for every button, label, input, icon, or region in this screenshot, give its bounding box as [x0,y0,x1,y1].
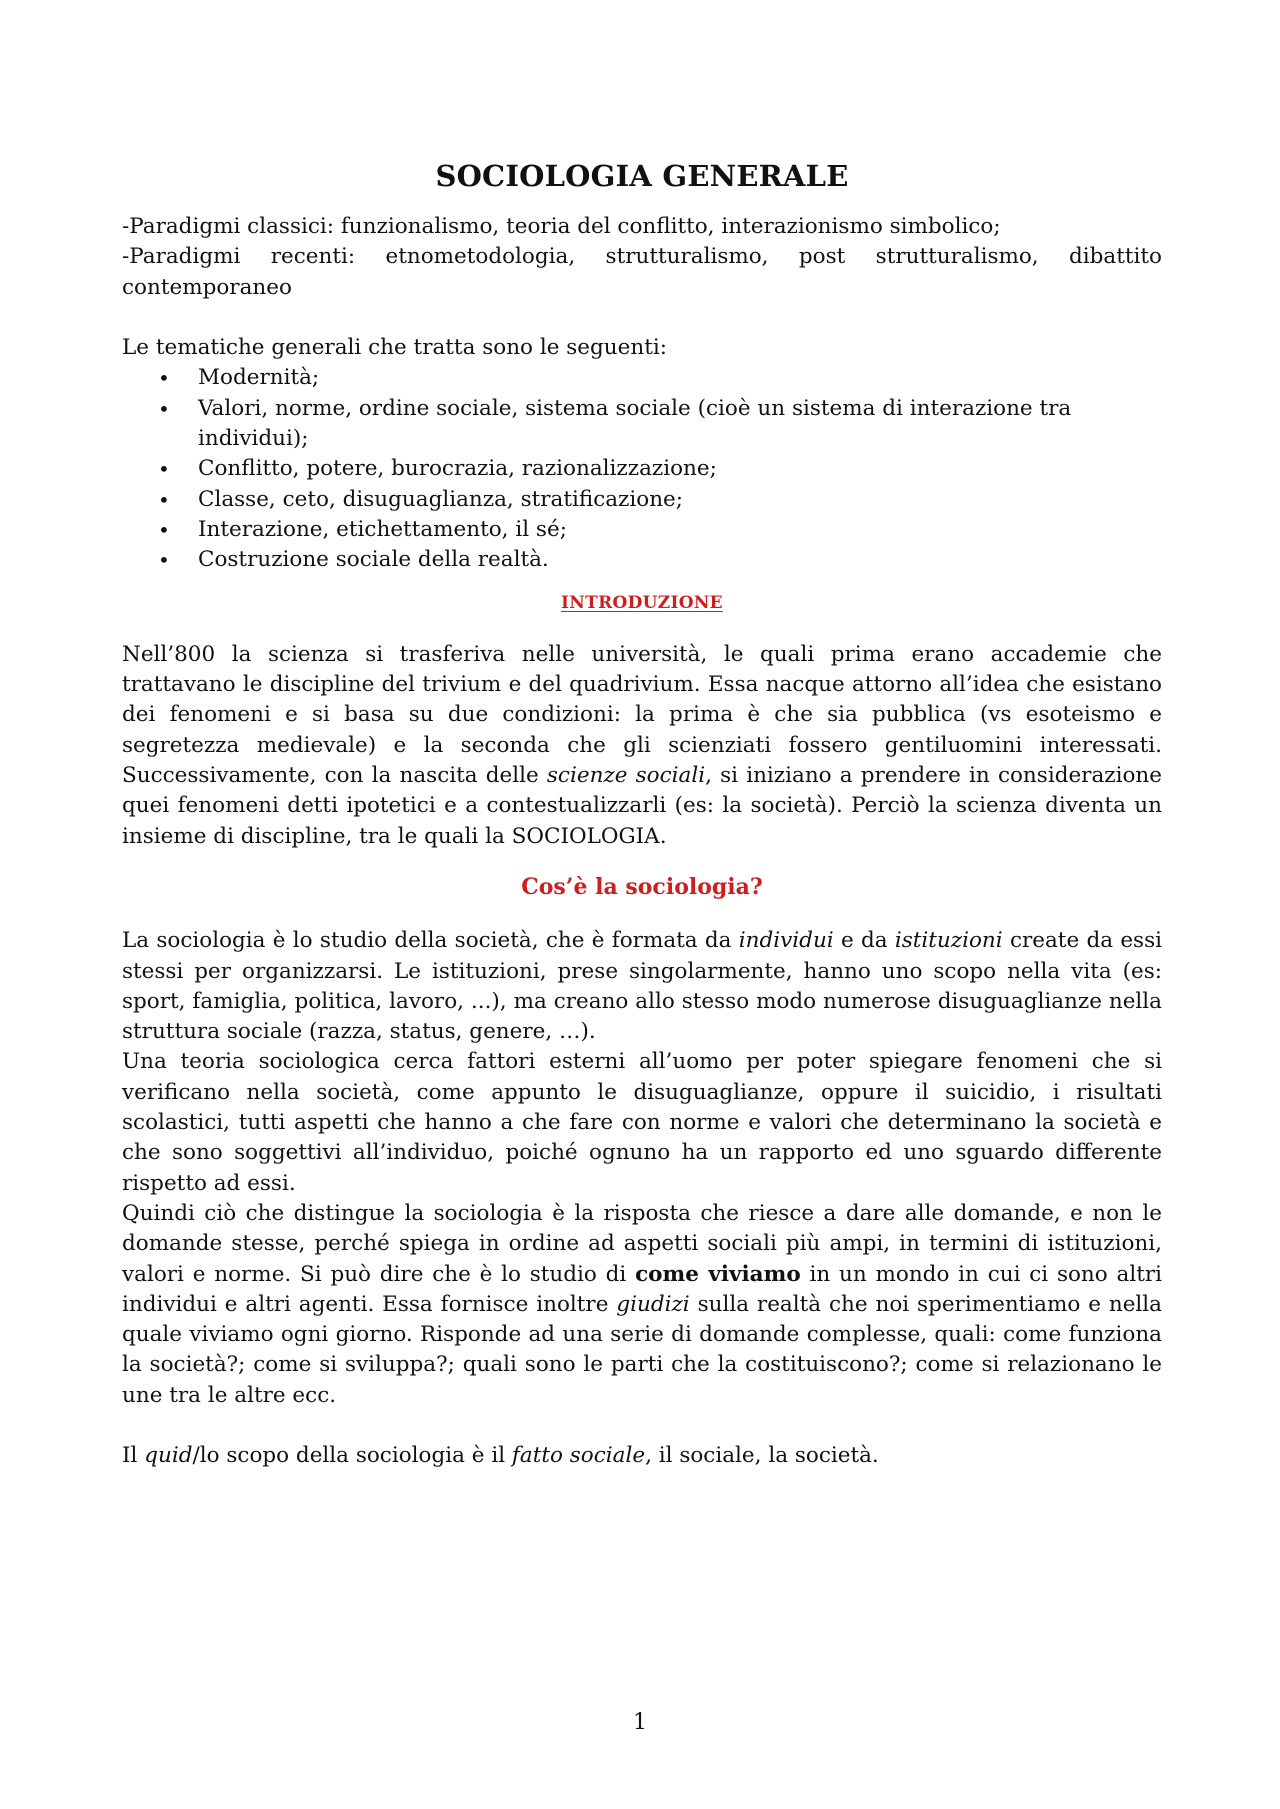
spacer [122,1411,1162,1441]
sociologia-paragraph-3: Quindi ciò che distingue la sociologia è la risposta che riesce a dare alle domande, e non le domande stesse, perché spiega in ordine ad aspetti sociali più ampi, in termini di istituzioni, valori e norme. Si può dire che è lo studio di come viviamo in un mondo in cui ci sono altri individui e altri agenti. Essa fornisce inoltre giudizi sulla realtà che noi sperimentiamo e nella quale viviamo ogni giorno. Risponde ad una serie di domande complesse, quali: come funziona la società?; come si sviluppa?; quali sono le parti che la costituiscono?; come si relazionano le une tra le altre ecc. [122,1200,1163,1408]
bullet-icon: • [158,517,170,542]
bullet-icon: • [158,366,170,391]
topics-intro: Le tematiche generali che tratta sono le seguenti: [122,335,667,361]
introduzione-paragraph: Nell’800 la scienza si trasferiva nelle università, le quali prima erano accademie che trattavano le discipline del trivium e del quadrivium. Essa nacque attorno all’idea che esistano dei fenomeni e si basa su due condizioni: la prima è che sia pubblica (vs esoteismo e segretezza medievale) e la seconda che gli scienziati fossero gentiluomini interessati. Successivamente, con la nascita delle scienze sociali, si iniziano a prendere in considerazione quei fenomeni detti ipotetici e a contestualizzarli (es: la società). Perciò la scienza diventa un insieme di discipline, tra le quali la SOCIOLOGIA. [122,641,1162,849]
section-heading-cose-la-sociologia: Cos’è la sociologia? [521,873,763,900]
bullet-icon: • [158,457,170,482]
topics-list [122,363,1162,575]
list-item: • Costruzione sociale della realtà. [198,545,1162,575]
paradigms-classic: -Paradigmi classici: funzionalismo, teoria del conflitto, interazionismo simbolico; [122,214,1001,239]
list-item: • Classe, ceto, disuguaglianza, stratificazione; [198,485,1162,515]
paradigms-recent: -Paradigmi recenti: etnometodologia, strutturalismo, post strutturalismo, dibattito contemporaneo [122,244,1162,300]
bullet-icon: • [158,396,170,421]
sociologia-paragraph-2: Una teoria sociologica cerca fattori esterni all’uomo per poter spiegare fenomeni che si verificano nella società, come appunto le disuguaglianze, oppure il suicidio, i risultati scolastici, tutti aspetti che hanno a che fare con norme e valori che determinano la società e che sono soggettivi all’individuo, poiché ognuno ha un rapporto ed uno sguardo differente rispetto ad essi. [122,1049,1162,1196]
list-item: • Modernità; [198,363,1162,393]
document-page [122,150,1162,1472]
list-item: • Conflitto, potere, burocrazia, razionalizzazione; [198,454,1162,484]
sociologia-paragraph-1: La sociologia è lo studio della società, che è formata da individui e da istituzioni create da essi stessi per organizzarsi. Le istituzioni, prese singolarmente, hanno uno scopo nella vita (es: sport, famiglia, politica, lavoro, ...), ma creano allo stesso modo numerose disuguaglianze nella struttura sociale (razza, status, genere, …). [122,928,1163,1045]
spacer [122,303,1162,333]
bullet-icon: • [158,548,170,573]
list-item: • Valori, norme, ordine sociale, sistema sociale (cioè un sistema di interazione tra individui); [158,395,1072,452]
bullet-icon: • [158,487,170,512]
sociologia-paragraph-4: Il quid/lo scopo della sociologia è il fatto sociale, il sociale, la società. [122,1443,879,1469]
section-heading-introduzione: INTRODUZIONE [561,592,723,613]
document-title: SOCIOLOGIA GENERALE [435,159,849,193]
page-number: 1 [633,1710,647,1735]
list-item: • Interazione, etichettamento, il sé; [198,515,1162,545]
